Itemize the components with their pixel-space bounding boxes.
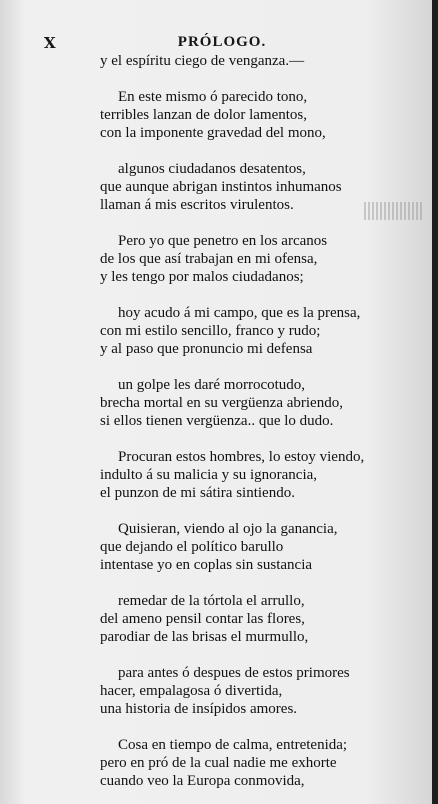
verse-line: si ellos tienen vergüenza.. que lo dudo.: [100, 413, 334, 429]
verse-line: para antes ó despues de estos primores: [118, 665, 350, 681]
verse-line: con la imponente gravedad del mono,: [100, 125, 326, 141]
stanza: [100, 52, 400, 70]
stanza: [100, 160, 400, 214]
verse-line: hacer, empalagosa ó divertida,: [100, 683, 283, 699]
verse-line: y el espíritu ciego de venganza.—: [100, 53, 305, 69]
verse-line: Procuran estos hombres, lo estoy viendo,: [118, 449, 365, 465]
verse-line: de los que así trabajan en mi ofensa,: [100, 251, 318, 267]
verse-line: brecha mortal en su vergüenza abriendo,: [100, 395, 343, 411]
verse-line: terribles lanzan de dolor lamentos,: [100, 107, 308, 123]
stanza: [100, 664, 400, 718]
stanza: [100, 304, 400, 358]
page-edge-shadow: [432, 0, 438, 804]
verse-line: intentase yo en coplas sin sustancia: [100, 557, 313, 573]
verse-line: con mi estilo sencillo, franco y rudo;: [100, 323, 321, 339]
stanza: [100, 448, 400, 502]
running-head: PRÓLOGO.: [177, 34, 267, 50]
verse-line: del ameno pensil contar las flores,: [100, 611, 305, 627]
stanza: [100, 736, 400, 790]
verse-line: algunos ciudadanos desatentos,: [118, 161, 306, 177]
verse-line: hoy acudo á mi campo, que es la prensa,: [118, 305, 361, 321]
verse-line: Cosa en tiempo de calma, entretenida;: [118, 737, 348, 753]
stanza: [100, 88, 400, 142]
bleed-through-mark: [364, 202, 422, 220]
verse-line: una historia de insípidos amores.: [100, 701, 298, 717]
page-number: X: [44, 34, 56, 52]
verse-line: En este mismo ó parecido tono,: [118, 89, 308, 105]
verse-line: Quisieran, viendo al ojo la ganancia,: [118, 521, 338, 537]
verse-line: el punzon de mi sátira sintiendo.: [100, 485, 295, 501]
verse-line: Pero yo que penetro en los arcanos: [118, 233, 328, 249]
verse-line: parodiar de las brisas el murmullo,: [100, 629, 309, 645]
stanza: [100, 592, 400, 646]
stanza: [100, 232, 400, 286]
verse-line: cuando veo la Europa conmovida,: [100, 773, 305, 789]
poem-text: [100, 52, 400, 804]
verse-line: que aunque abrigan instintos inhumanos: [100, 179, 342, 195]
verse-line: remedar de la tórtola el arrullo,: [118, 593, 305, 609]
page-header: [36, 34, 408, 54]
verse-line: pero en pró de la cual nadie me exhorte: [100, 755, 337, 771]
verse-line: indulto á su malicia y su ignorancia,: [100, 467, 318, 483]
stanza: [100, 520, 400, 574]
verse-line: y les tengo por malos ciudadanos;: [100, 269, 304, 285]
verse-line: un golpe les daré morrocotudo,: [118, 377, 306, 393]
verse-line: llaman á mis escritos virulentos.: [100, 197, 294, 213]
verse-line: y al paso que pronuncio mi defensa: [100, 341, 313, 357]
stanza: [100, 376, 400, 430]
verse-line: que dejando el político barullo: [100, 539, 284, 555]
